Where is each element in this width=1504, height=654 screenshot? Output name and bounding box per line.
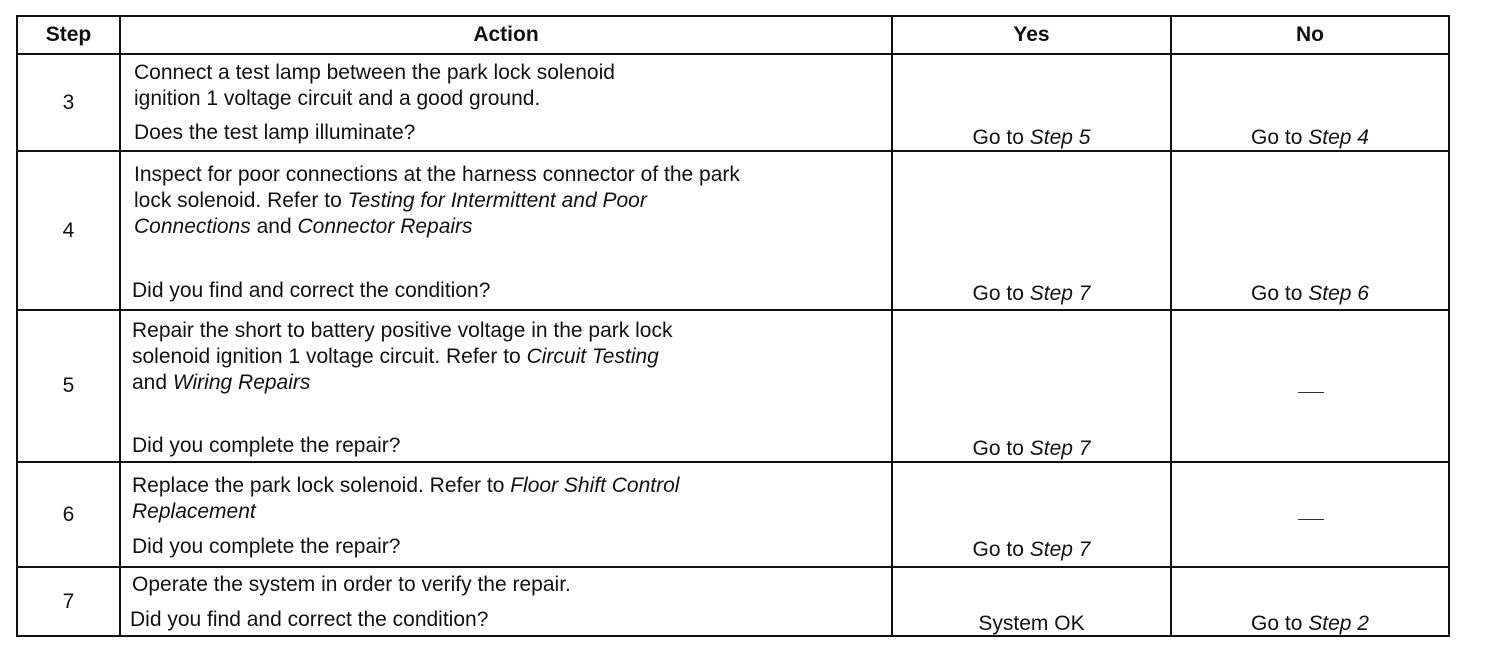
yes-result: Go to Step 7 <box>972 282 1091 305</box>
step-number: 5 <box>62 374 75 397</box>
action-text: Operate the system in order to verify the repair. <box>132 573 571 596</box>
row-divider <box>16 566 1450 568</box>
header-step: Step <box>45 23 92 46</box>
action-text: Inspect for poor connections at the harness connector of the park lock solenoid. Refer to Testing for Intermittent and Poor Connections and Connector Repairs <box>134 163 740 238</box>
no-result-dash <box>1298 519 1324 520</box>
action-text: Connect a test lamp between the park lock solenoid ignition 1 voltage circuit and a good ground. <box>134 61 615 110</box>
action-question: Did you complete the repair? <box>132 434 401 457</box>
step-number: 4 <box>62 218 75 242</box>
action-question: Did you find and correct the condition? <box>132 279 491 302</box>
step-number: 7 <box>62 589 75 613</box>
step-number: 6 <box>62 502 75 526</box>
column-divider <box>119 15 121 637</box>
header-yes: Yes <box>1013 23 1050 46</box>
row-divider <box>16 309 1450 311</box>
yes-result: Go to Step 7 <box>972 538 1091 561</box>
no-result-dash <box>1298 392 1324 393</box>
no-result: Go to Step 6 <box>1251 282 1369 305</box>
yes-result: Go to Step 5 <box>972 126 1091 149</box>
no-result: Go to Step 2 <box>1251 612 1369 635</box>
row-divider <box>16 150 1450 152</box>
action-question: Does the test lamp illuminate? <box>134 121 416 144</box>
header-no: No <box>1296 23 1324 46</box>
action-question: Did you find and correct the condition? <box>130 608 489 631</box>
action-question: Did you complete the repair? <box>132 535 401 558</box>
action-text: Repair the short to battery positive voltage in the park lock solenoid ignition 1 voltage circuit. Refer to Circuit Testing and Wiring Repairs <box>132 319 673 394</box>
yes-result: Go to Step 7 <box>972 437 1091 460</box>
row-divider <box>16 461 1450 463</box>
action-text: Replace the park lock solenoid. Refer to Floor Shift Control Replacement <box>132 474 680 523</box>
yes-result: System OK <box>978 612 1085 635</box>
row-divider <box>16 53 1450 55</box>
step-number: 3 <box>62 90 75 114</box>
header-action: Action <box>473 23 539 46</box>
no-result: Go to Step 4 <box>1251 126 1369 149</box>
column-divider <box>1170 15 1172 637</box>
